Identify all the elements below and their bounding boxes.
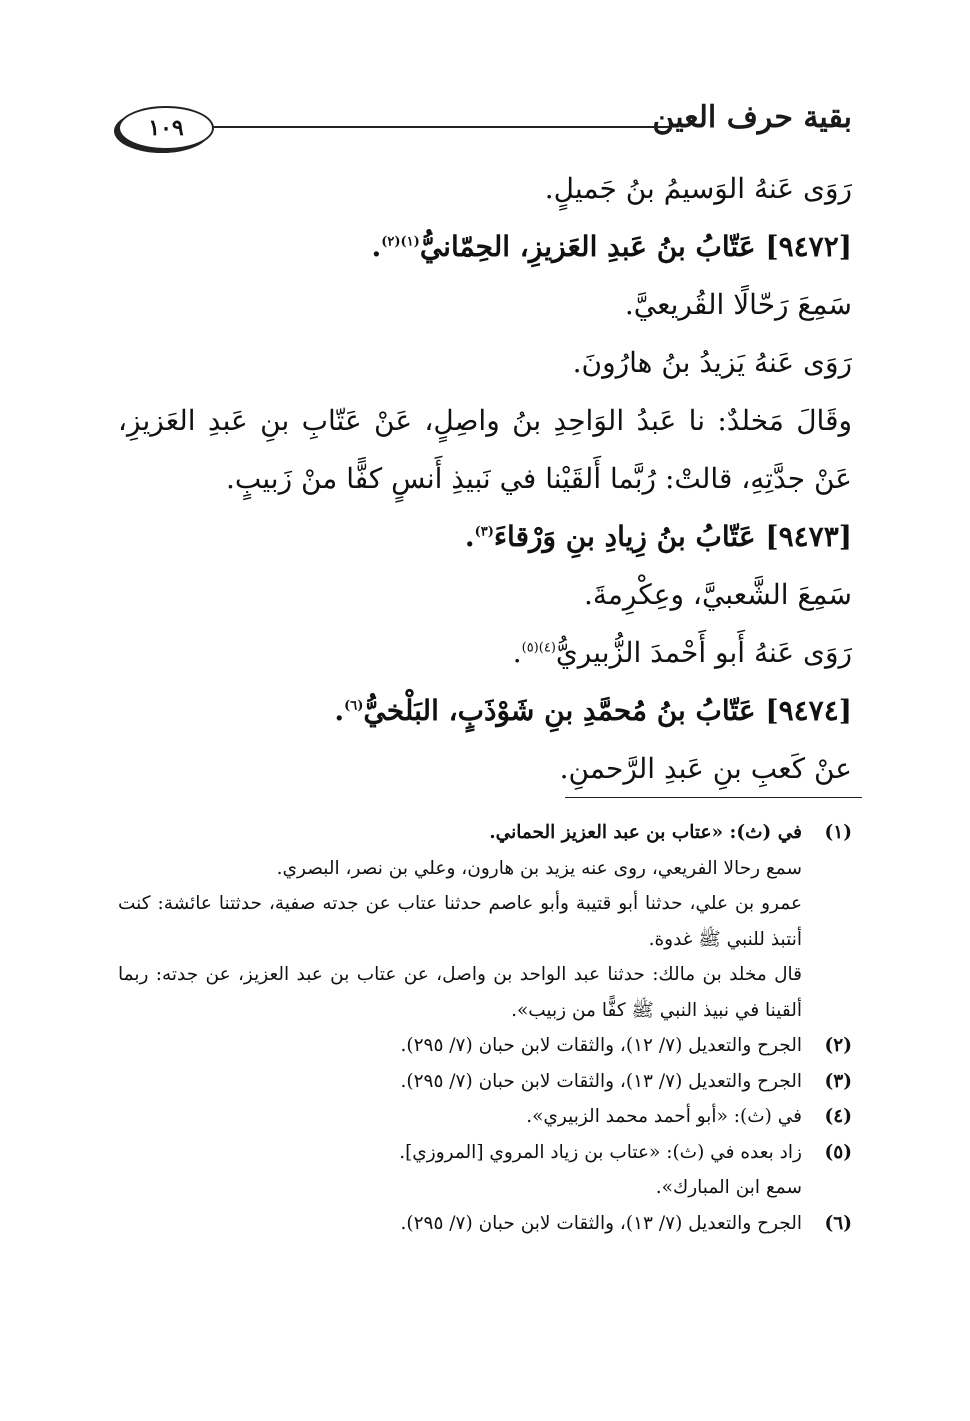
footnote-line: في (ث): «أبو أحمد محمد الزبيري». bbox=[526, 1106, 802, 1127]
footnote bbox=[118, 1064, 852, 1100]
footnote-line bbox=[118, 815, 802, 851]
footnote-line: زاد بعده في (ث): «عتاب بن زياد المروي [المروزي]. bbox=[399, 1141, 802, 1163]
footnote-number: (٣) bbox=[824, 1070, 852, 1092]
footnote-marker: (١)(٢) bbox=[381, 234, 420, 250]
running-title: بقية حرف العين bbox=[652, 100, 852, 135]
footnote-line: الجرح والتعديل (٧/ ١٢)، والثقات لابن حبان (٧/ ٢٩٥). bbox=[400, 1035, 802, 1056]
footnote-number: (٥) bbox=[824, 1141, 852, 1163]
footnote-marker: (٣) bbox=[474, 524, 494, 540]
page-number: ١٠٩ bbox=[148, 115, 184, 141]
footnote-marker: (٤)(٥) bbox=[521, 640, 556, 656]
page-header bbox=[118, 100, 852, 160]
entry-heading-text: [٩٤٧٣] عَتّابُ بنُ زِيادِ بنِ وَرْقاءَ bbox=[493, 520, 852, 553]
entry-heading-text: [٩٤٧٤] عَتّابُ بنُ مُحمَّدِ بنِ شَوْذَبٍ، البَلْخيُّ bbox=[363, 694, 852, 727]
footnote-separator bbox=[565, 797, 862, 798]
entry-heading: [٩٤٧٣] عَتّابُ بنُ زِيادِ بنِ وَرْقاءَ$^{(٣)}$. bbox=[464, 520, 852, 553]
text-line: سَمِعَ الشَّعبيَّ، وعِكْرِمةَ. bbox=[583, 578, 852, 611]
footnote-line: الجرح والتعديل (٧/ ١٣)، والثقات لابن حبان (٧/ ٢٩٥). bbox=[400, 1212, 802, 1234]
page-number-badge bbox=[118, 106, 214, 150]
footnote-line: الجرح والتعديل (٧/ ١٣)، والثقات لابن حبان (٧/ ٢٩٥). bbox=[400, 1070, 802, 1092]
text-line: عنْ كَعبِ بنِ عَبدِ الرَّحمنِ. bbox=[559, 752, 852, 785]
header-rule bbox=[210, 126, 672, 128]
footnote-number: (٢) bbox=[824, 1035, 852, 1056]
footnote bbox=[118, 1099, 852, 1135]
main-text bbox=[118, 160, 852, 798]
entry-heading: [٩٤٧٢] عَتّابُ بنُ عَبدِ العَزيزِ، الحِمّانيُّ$^{(١)(٢)}$. bbox=[371, 230, 852, 263]
text-line: سَمِعَ رَحّالًا القُريعيَّ. bbox=[624, 288, 852, 321]
entry-heading: [٩٤٧٤] عَتّابُ بنُ مُحمَّدِ بنِ شَوْذَبٍ، البَلْخيُّ$^{(٦)}$. bbox=[334, 694, 852, 727]
footnote-head: في (ث): «عتاب بن عبد العزيز الحماني. bbox=[489, 822, 802, 843]
footnote-number: (٦) bbox=[824, 1212, 852, 1234]
footnote-line: سمع رحالا الفريعي، روى عنه يزيد بن هارون، وعلي بن نصر، البصري. bbox=[276, 857, 802, 879]
entry-heading-text: [٩٤٧٢] عَتّابُ بنُ عَبدِ العَزيزِ، الحِمّانيُّ bbox=[419, 230, 852, 263]
footnotes bbox=[118, 815, 852, 1241]
text-line: رَوَى عَنهُ يَزيدُ بنُ هارُونَ. bbox=[572, 346, 852, 379]
footnote-line: سمع ابن المبارك». bbox=[655, 1177, 802, 1198]
footnote-line: قال مخلد بن مالك: حدثنا عبد الواحد بن واصل، عن عتاب بن عبد العزيز، عن جدته: ربما ألقينا في نبيذ النبي ﷺ كفًّا من زبيب». bbox=[118, 964, 802, 1021]
footnote-marker: (٦) bbox=[344, 698, 364, 714]
text-line-content: رَوَى عَنهُ أَبو أَحْمدَ الزُّبيريُّ bbox=[555, 636, 852, 669]
text-paragraph: وقَالَ مَخلدٌ: نا عَبدُ الوَاحِدِ بنُ واصِلٍ، عَنْ عَتّابِ بنِ عَبدِ العَزيزِ، عَنْ جدَّتِهِ، قالتْ: رُبَّما أَلقَيْنا في نَبيذِ أَنسٍ كفًّا منْ زَبيبٍ. bbox=[118, 404, 852, 495]
footnote bbox=[118, 1028, 852, 1064]
footnote bbox=[118, 1135, 852, 1206]
text-line: رَوَى عَنهُ أَبو أَحْمدَ الزُّبيريُّ$^{(٤)(٥)}$. bbox=[512, 636, 852, 669]
footnote-number: (٤) bbox=[824, 1106, 852, 1127]
footnote-line: عمرو بن علي، حدثنا أبو قتيبة وأبو عاصم حدثنا عتاب عن جدته صفية، حدثتنا عائشة: كنت أنتبذ للنبي ﷺ غدوة. bbox=[118, 893, 802, 950]
footnote-number: (١) bbox=[824, 822, 852, 843]
footnote bbox=[118, 815, 852, 1028]
footnote bbox=[118, 1206, 852, 1242]
text-line: رَوَى عَنهُ الوَسيمُ بنُ جَميلٍ. bbox=[544, 172, 852, 205]
